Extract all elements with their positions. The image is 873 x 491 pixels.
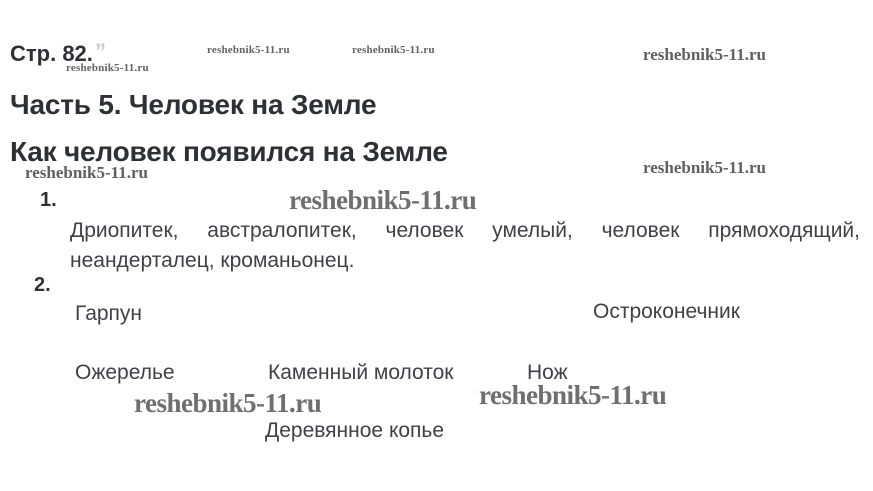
watermark: reshebnik5-11.ru [643, 45, 766, 64]
watermark: reshebnik5-11.ru [352, 44, 435, 56]
watermark: reshebnik5-11.ru [207, 44, 290, 56]
watermark: reshebnik5-11.ru [479, 380, 667, 410]
tool-label-knife: Нож [527, 361, 568, 384]
task-1-answer [70, 216, 860, 276]
topic-heading: Как человек появился на Земле [10, 136, 448, 167]
ink-smudge-artifact: ” [95, 39, 106, 64]
watermark: reshebnik5-11.ru [25, 163, 148, 182]
page-number-label: Стр. 82. [10, 41, 93, 66]
watermark: reshebnik5-11.ru [66, 62, 149, 74]
watermark: reshebnik5-11.ru [134, 388, 322, 418]
task-1-number: 1. [40, 189, 57, 211]
watermark: reshebnik5-11.ru [289, 185, 477, 215]
tool-label-harpoon: Гарпун [75, 302, 143, 325]
watermark: reshebnik5-11.ru [643, 158, 766, 177]
tool-label-wooden-spear: Деревянное копье [265, 419, 445, 442]
tool-label-necklace: Ожерелье [75, 361, 175, 384]
section-heading: Часть 5. Человек на Земле [10, 89, 377, 120]
answer-line: Дриопитек, австралопитек, человек умелый, человек прямоходящий, [70, 219, 860, 242]
tool-label-point: Остроконечник [593, 300, 740, 323]
answer-line: неандерталец, кроманьонец. [70, 249, 355, 272]
tool-label-stone-hammer: Каменный молоток [268, 361, 454, 384]
task-2-number: 2. [34, 274, 51, 296]
